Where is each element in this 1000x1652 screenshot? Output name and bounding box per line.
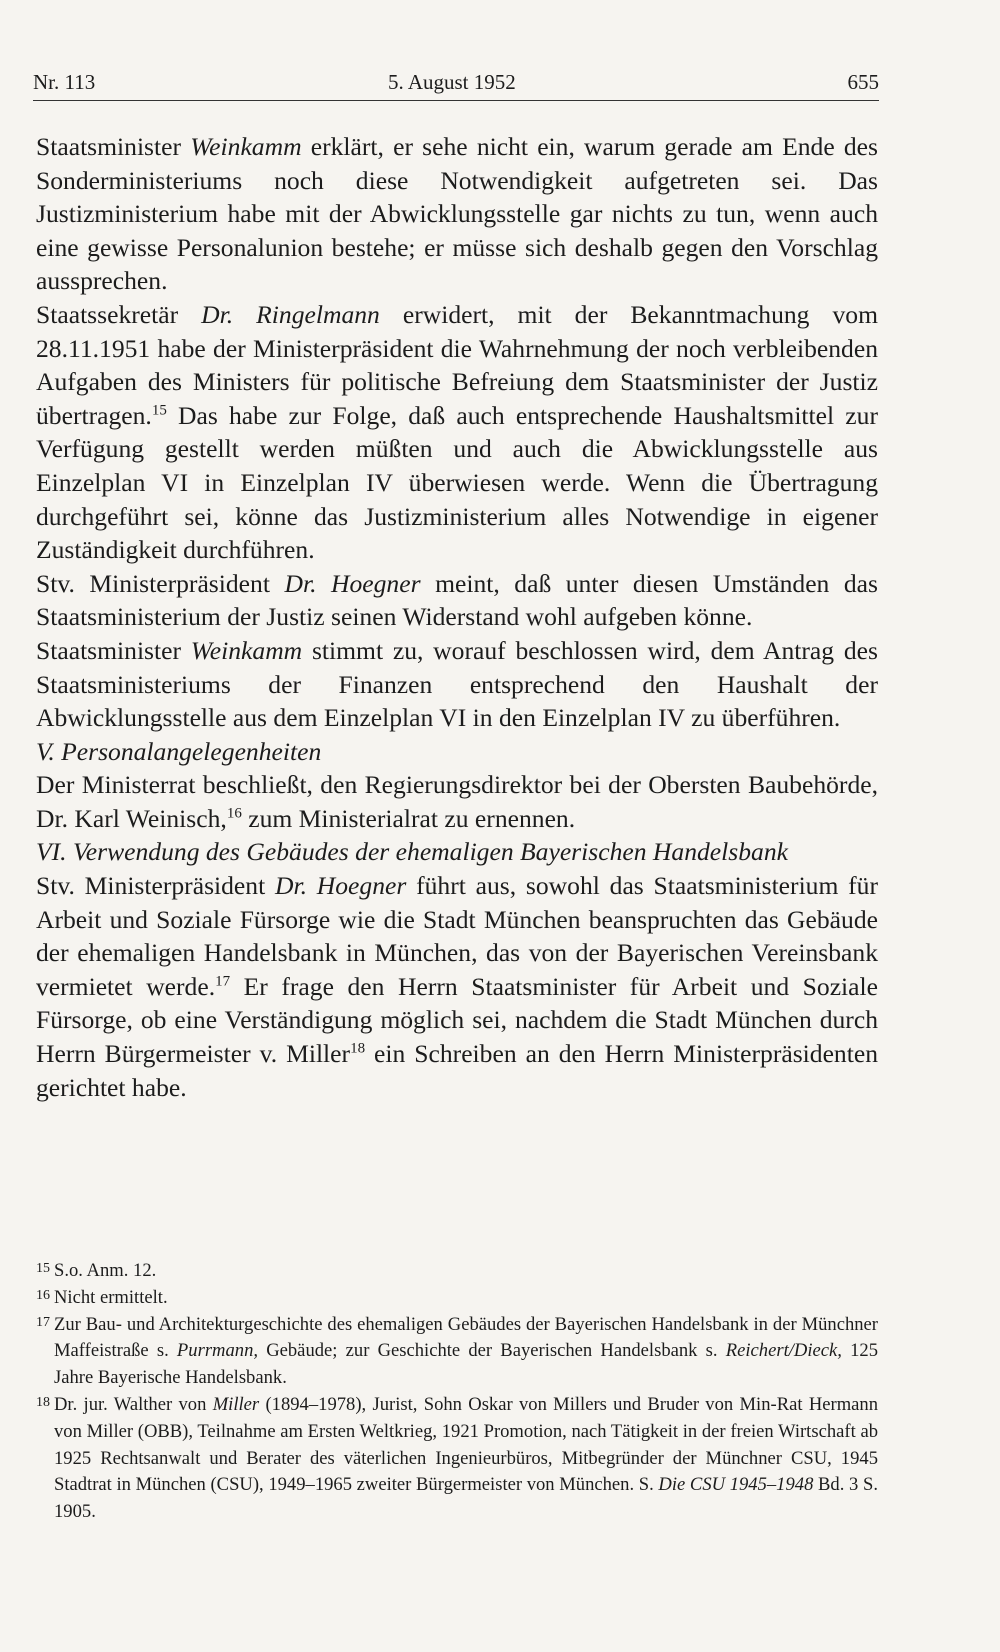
footnote [36, 1258, 878, 1285]
paragraph [36, 634, 878, 735]
footnote [36, 1285, 878, 1312]
speaker-name: Weinkamm [190, 635, 303, 665]
paragraph-text: Staatsminister [36, 635, 191, 665]
footnote-text: (1894–1978), Jurist, Sohn Oskar von Millers und Bruder von Min-Rat Hermann von Miller (OBB), Teilnahme am Ersten Weltkrieg, 1921 Promotion, nach Tätigkeit in der freien Wirtschaft ab 1925 Rechtsanwalt und Berater des väterlichen Ingenieurbüros, Mitbegründer der Münchner CSU, 1945 Stadtrat in München (CSU), 1949–1965 zweiter Bürgermeister von München. S. [54, 1393, 878, 1496]
paragraph [36, 567, 878, 634]
paragraph-text: zum Ministerialrat zu ernennen. [241, 803, 576, 833]
paragraph [36, 768, 878, 835]
cited-work: Die CSU 1945–1948 [658, 1474, 814, 1496]
footnote-number: 16 [36, 1287, 50, 1303]
paragraph [36, 869, 878, 1104]
footnote-text: S.o. Anm. 12. [54, 1260, 157, 1281]
footnote-number: 15 [36, 1261, 50, 1276]
footnote-ref[interactable]: 15 [151, 402, 167, 419]
paragraph-text: Der Ministerrat beschließt, den Regierungsdirektor bei der Obersten Baubehörde, Dr. Karl Weinisch, [36, 770, 878, 833]
paragraph-text: Staatssekretär [36, 299, 202, 329]
cited-author: Reichert/Dieck, [725, 1340, 842, 1362]
paragraph [36, 298, 878, 567]
footnote-text: Gebäude; zur Geschichte der Bayerischen Handelsbank s. [258, 1340, 726, 1362]
page-number: 655 [847, 70, 879, 94]
paragraph-text: erwidert, mit der Bekanntmachung vom 28.11.1951 habe der Ministerpräsident die Wahrnehmung der noch verbleibenden Aufgaben des Ministers für politische Befreiung dem Staatsminister der Justiz übertragen. [36, 299, 878, 430]
footnote-number: 18 [36, 1394, 50, 1410]
footnote-text: Bd. 3 S. 1905. [54, 1474, 878, 1523]
footnote-text: 125 Jahre Bayerische Handelsbank. [54, 1340, 878, 1389]
paragraph-text: erklärt, er sehe nicht ein, warum gerade am Ende des Sonderministeriums noch diese Notwendigkeit aufgetreten sei. Das Justizministerium habe mit der Abwicklungsstelle gar nichts zu tun, wenn auch eine gewisse Personalunion bestehe; er müsse sich deshalb gegen den Vorschlag aussprechen. [36, 132, 878, 296]
paragraph-text: ein Schreiben an den Herrn Ministerpräsidenten gerichtet habe. [36, 1039, 879, 1102]
paragraph [36, 130, 878, 298]
footnote-text: Zur Bau- und Architekturgeschichte des ehemaligen Gebäudes der Bayerischen Handelsbank in der Münchner Maffeistraße s. [54, 1313, 878, 1362]
paragraph-text: Staatsminister [36, 132, 191, 161]
paragraph-text: Er frage den Herrn Staatsminister für Arbeit und Soziale Fürsorge, ob eine Verständigung möglich sei, nachdem die Stadt München durch Herrn Bürgermeister v. Miller [36, 971, 878, 1069]
paragraph-text: Das habe zur Folge, daß auch entsprechende Haushaltsmittel zur Verfügung gestellt werden müßten und auch die Abwicklungsstelle aus Einzelplan VI in Einzelplan IV überwiesen werde. Wenn die Übertragung durchgeführt sei, könne das Justizministerium alles Notwendige in eigener Zuständigkeit durchführen. [36, 400, 878, 565]
paragraph-text: Stv. Ministerpräsident [36, 568, 285, 598]
footnote [36, 1312, 878, 1392]
section-heading: V. Personalangelegenheiten [36, 736, 322, 766]
paragraph-text: stimmt zu, worauf beschlossen wird, dem Antrag des Staatsministeriums der Finanzen entsprechend den Haushalt der Abwicklungsstelle aus dem Einzelplan VI in den Einzelplan IV zu überführen. [36, 635, 878, 733]
document-number: Nr. 113 [33, 70, 96, 94]
footnote-ref[interactable]: 18 [350, 1040, 366, 1057]
paragraph-text: Stv. Ministerpräsident [36, 871, 275, 901]
footnote-text: Nicht ermittelt. [54, 1286, 168, 1308]
speaker-name: Dr. Ringelmann [201, 299, 380, 329]
footnote-ref[interactable]: 17 [215, 973, 231, 990]
paragraph-text: führt aus, sowohl das Staatsministerium für Arbeit und Soziale Fürsorge wie die Stadt München beanspruchten das Gebäude der ehemaligen Handelsbank in München, das von der Bayerischen Vereinsbank vermietet werde. [36, 871, 878, 1001]
section-heading: VI. Verwendung des Gebäudes der ehemaligen Bayerischen Handelsbank [36, 837, 788, 867]
speaker-name: Weinkamm [190, 132, 302, 161]
main-text [36, 130, 878, 1104]
header-date: 5. August 1952 [388, 70, 516, 94]
footnote-number: 17 [36, 1314, 50, 1330]
page-header [33, 66, 879, 101]
paragraph-text: meint, daß unter diesen Umständen das Staatsministerium der Justiz seinen Widerstand wohl aufgeben könne. [36, 568, 878, 632]
footnotes [36, 1258, 878, 1526]
speaker-name: Dr. Hoegner [274, 871, 407, 901]
person-name: Miller [212, 1393, 260, 1415]
footnote-text: Dr. jur. Walther von [54, 1393, 213, 1415]
footnote-ref[interactable]: 16 [226, 805, 242, 822]
cited-author: Purrmann, [176, 1340, 259, 1362]
footnote [36, 1392, 878, 1526]
speaker-name: Dr. Hoegner [284, 568, 421, 598]
